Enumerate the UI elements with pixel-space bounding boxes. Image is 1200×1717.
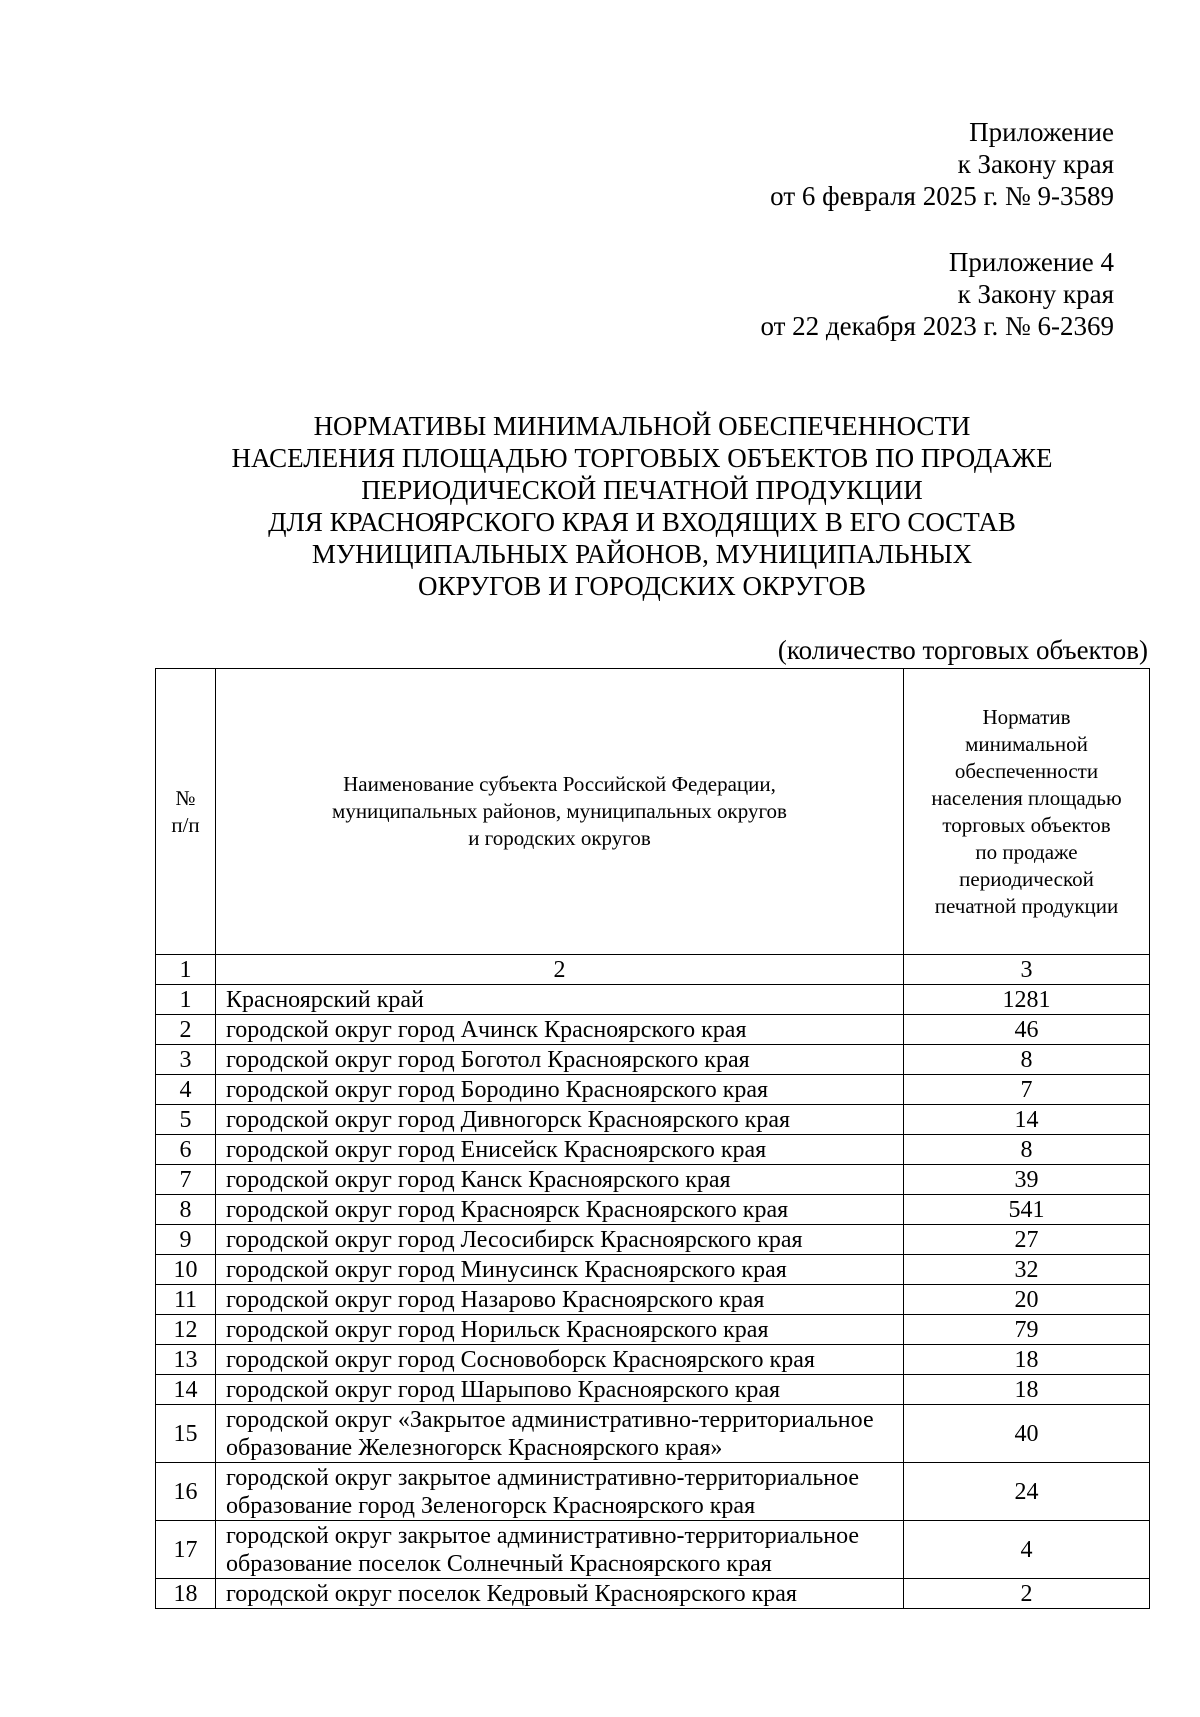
table-row bbox=[156, 1165, 1150, 1195]
header-name bbox=[216, 669, 904, 955]
row-number: 4 bbox=[156, 1075, 216, 1105]
row-name-line: образование поселок Солнечный Красноярского края bbox=[226, 1550, 772, 1577]
row-value: 7 bbox=[904, 1075, 1150, 1105]
row-name-line: образование город Зеленогорск Красноярского края bbox=[226, 1492, 756, 1519]
row-name-line: городской округ город Енисейск Красноярского края bbox=[226, 1136, 767, 1163]
table-row bbox=[156, 1285, 1150, 1315]
header-value-line: минимальной bbox=[965, 731, 1088, 756]
table-row bbox=[156, 1463, 1150, 1521]
norms-table bbox=[155, 668, 1150, 1609]
table-row bbox=[156, 1075, 1150, 1105]
row-name bbox=[216, 1225, 904, 1255]
row-name-line: городской округ город Лесосибирск Красноярского края bbox=[226, 1226, 803, 1253]
row-name-line: городской округ закрытое административно-территориальное bbox=[226, 1522, 860, 1549]
table-row bbox=[156, 1105, 1150, 1135]
row-name bbox=[216, 1045, 904, 1075]
row-number: 7 bbox=[156, 1165, 216, 1195]
title-line: НОРМАТИВЫ МИНИМАЛЬНОЙ ОБЕСПЕЧЕННОСТИ bbox=[313, 411, 971, 441]
table-row bbox=[156, 1135, 1150, 1165]
appendix-header-current bbox=[770, 116, 1114, 212]
header-value-line: периодической bbox=[959, 866, 1094, 891]
row-name-line: городской округ город Боготол Красноярского края bbox=[226, 1046, 750, 1073]
row-value: 40 bbox=[904, 1405, 1150, 1463]
row-number: 11 bbox=[156, 1285, 216, 1315]
appendix-law-ref: к Закону края bbox=[957, 149, 1114, 179]
row-value: 14 bbox=[904, 1105, 1150, 1135]
row-name bbox=[216, 1405, 904, 1463]
row-number: 2 bbox=[156, 1015, 216, 1045]
row-name bbox=[216, 1135, 904, 1165]
row-name-line: городской округ город Норильск Красноярского края bbox=[226, 1316, 769, 1343]
row-value: 79 bbox=[904, 1315, 1150, 1345]
row-number: 1 bbox=[156, 985, 216, 1015]
header-value-line: печатной продукции bbox=[934, 893, 1119, 918]
title-line: ПЕРИОДИЧЕСКОЙ ПЕЧАТНОЙ ПРОДУКЦИИ bbox=[361, 475, 923, 505]
row-number: 8 bbox=[156, 1195, 216, 1225]
header-name-line: Наименование субъекта Российской Федерации, bbox=[343, 772, 776, 796]
title-line: ОКРУГОВ И ГОРОДСКИХ ОКРУГОВ bbox=[418, 571, 866, 601]
row-name-line: городской округ город Минусинск Красноярского края bbox=[226, 1256, 787, 1283]
row-value: 18 bbox=[904, 1375, 1150, 1405]
row-name bbox=[216, 1255, 904, 1285]
appendix-label: Приложение 4 bbox=[948, 247, 1114, 277]
header-number-abbrev: п/п bbox=[171, 812, 200, 837]
table-row bbox=[156, 1195, 1150, 1225]
row-name-line: городской округ закрытое административно-территориальное bbox=[226, 1464, 860, 1491]
row-number: 16 bbox=[156, 1463, 216, 1521]
row-name-line: городской округ город Шарыпово Красноярского края bbox=[226, 1376, 781, 1403]
row-value: 8 bbox=[904, 1135, 1150, 1165]
row-name bbox=[216, 1345, 904, 1375]
appendix-header-original bbox=[760, 246, 1114, 342]
row-name-line: Красноярский край bbox=[226, 986, 424, 1013]
appendix-law-ref: к Закону края bbox=[957, 279, 1114, 309]
row-value: 32 bbox=[904, 1255, 1150, 1285]
table-row bbox=[156, 1345, 1150, 1375]
row-number: 13 bbox=[156, 1345, 216, 1375]
row-name bbox=[216, 1579, 904, 1609]
row-number: 9 bbox=[156, 1225, 216, 1255]
unit-note: (количество торговых объектов) bbox=[777, 635, 1148, 665]
document-title bbox=[150, 410, 1134, 602]
row-name bbox=[216, 985, 904, 1015]
header-value-line: Норматив bbox=[982, 704, 1071, 729]
row-name bbox=[216, 1105, 904, 1135]
row-number: 14 bbox=[156, 1375, 216, 1405]
row-number: 6 bbox=[156, 1135, 216, 1165]
row-name-line: городской округ поселок Кедровый Красноярского края bbox=[226, 1580, 797, 1607]
row-value: 4 bbox=[904, 1521, 1150, 1579]
row-name-line: городской округ город Канск Красноярского края bbox=[226, 1166, 731, 1193]
table-row bbox=[156, 1521, 1150, 1579]
row-number: 18 bbox=[156, 1579, 216, 1609]
title-line: ДЛЯ КРАСНОЯРСКОГО КРАЯ И ВХОДЯЩИХ В ЕГО СОСТАВ bbox=[268, 507, 1016, 537]
row-name-line: городской округ город Дивногорск Красноярского края bbox=[226, 1106, 791, 1133]
row-value: 2 bbox=[904, 1579, 1150, 1609]
row-name-line: городской округ город Бородино Красноярского края bbox=[226, 1076, 769, 1103]
row-value: 541 bbox=[904, 1195, 1150, 1225]
row-name bbox=[216, 1075, 904, 1105]
table-header-row bbox=[156, 669, 1150, 955]
row-name-line: городской округ город Красноярск Красноярского края bbox=[226, 1196, 789, 1223]
table-row bbox=[156, 1255, 1150, 1285]
row-name bbox=[216, 1315, 904, 1345]
table-row bbox=[156, 1045, 1150, 1075]
table-row bbox=[156, 1225, 1150, 1255]
header-name-line: муниципальных районов, муниципальных округов bbox=[332, 799, 787, 823]
table-row bbox=[156, 1375, 1150, 1405]
column-number: 2 bbox=[216, 955, 904, 985]
header-number bbox=[156, 669, 216, 955]
row-value: 24 bbox=[904, 1463, 1150, 1521]
header-value-line: торговых объектов bbox=[942, 812, 1111, 837]
row-value: 27 bbox=[904, 1225, 1150, 1255]
table-row bbox=[156, 1315, 1150, 1345]
header-value-line: обеспеченности bbox=[954, 758, 1099, 783]
row-number: 5 bbox=[156, 1105, 216, 1135]
row-name-line: городской округ «Закрытое административно-территориальное bbox=[226, 1406, 874, 1433]
row-value: 39 bbox=[904, 1165, 1150, 1195]
row-name bbox=[216, 1463, 904, 1521]
row-number: 3 bbox=[156, 1045, 216, 1075]
row-value: 8 bbox=[904, 1045, 1150, 1075]
table-row bbox=[156, 985, 1150, 1015]
table-row bbox=[156, 1015, 1150, 1045]
title-line: МУНИЦИПАЛЬНЫХ РАЙОНОВ, МУНИЦИПАЛЬНЫХ bbox=[311, 539, 973, 569]
column-number: 3 bbox=[904, 955, 1150, 985]
row-name-line: городской округ город Сосновоборск Красноярского края bbox=[226, 1346, 815, 1373]
appendix-law-date: от 6 февраля 2025 г. № 9-3589 bbox=[770, 181, 1114, 211]
row-number: 10 bbox=[156, 1255, 216, 1285]
row-number: 17 bbox=[156, 1521, 216, 1579]
row-value: 20 bbox=[904, 1285, 1150, 1315]
row-name bbox=[216, 1195, 904, 1225]
header-value-line: населения площадью bbox=[931, 785, 1122, 810]
row-value: 18 bbox=[904, 1345, 1150, 1375]
table-row bbox=[156, 1579, 1150, 1609]
column-number-row bbox=[156, 955, 1150, 985]
row-name bbox=[216, 1285, 904, 1315]
row-value: 1281 bbox=[904, 985, 1150, 1015]
row-name bbox=[216, 1375, 904, 1405]
row-name-line: образование Железногорск Красноярского края» bbox=[226, 1434, 723, 1461]
row-name bbox=[216, 1015, 904, 1045]
row-name-line: городской округ город Ачинск Красноярского края bbox=[226, 1016, 747, 1043]
appendix-label: Приложение bbox=[969, 117, 1114, 147]
appendix-law-date: от 22 декабря 2023 г. № 6-2369 bbox=[760, 311, 1114, 341]
row-number: 15 bbox=[156, 1405, 216, 1463]
table-row bbox=[156, 1405, 1150, 1463]
header-value bbox=[904, 669, 1150, 955]
row-name bbox=[216, 1165, 904, 1195]
header-value-line: по продаже bbox=[975, 839, 1078, 864]
row-number: 12 bbox=[156, 1315, 216, 1345]
header-number-symbol: № bbox=[175, 785, 196, 810]
row-value: 46 bbox=[904, 1015, 1150, 1045]
title-line: НАСЕЛЕНИЯ ПЛОЩАДЬЮ ТОРГОВЫХ ОБЪЕКТОВ ПО ПРОДАЖЕ bbox=[231, 443, 1053, 473]
row-name-line: городской округ город Назарово Красноярского края bbox=[226, 1286, 765, 1313]
header-name-line: и городских округов bbox=[468, 826, 651, 850]
row-name bbox=[216, 1521, 904, 1579]
column-number: 1 bbox=[156, 955, 216, 985]
